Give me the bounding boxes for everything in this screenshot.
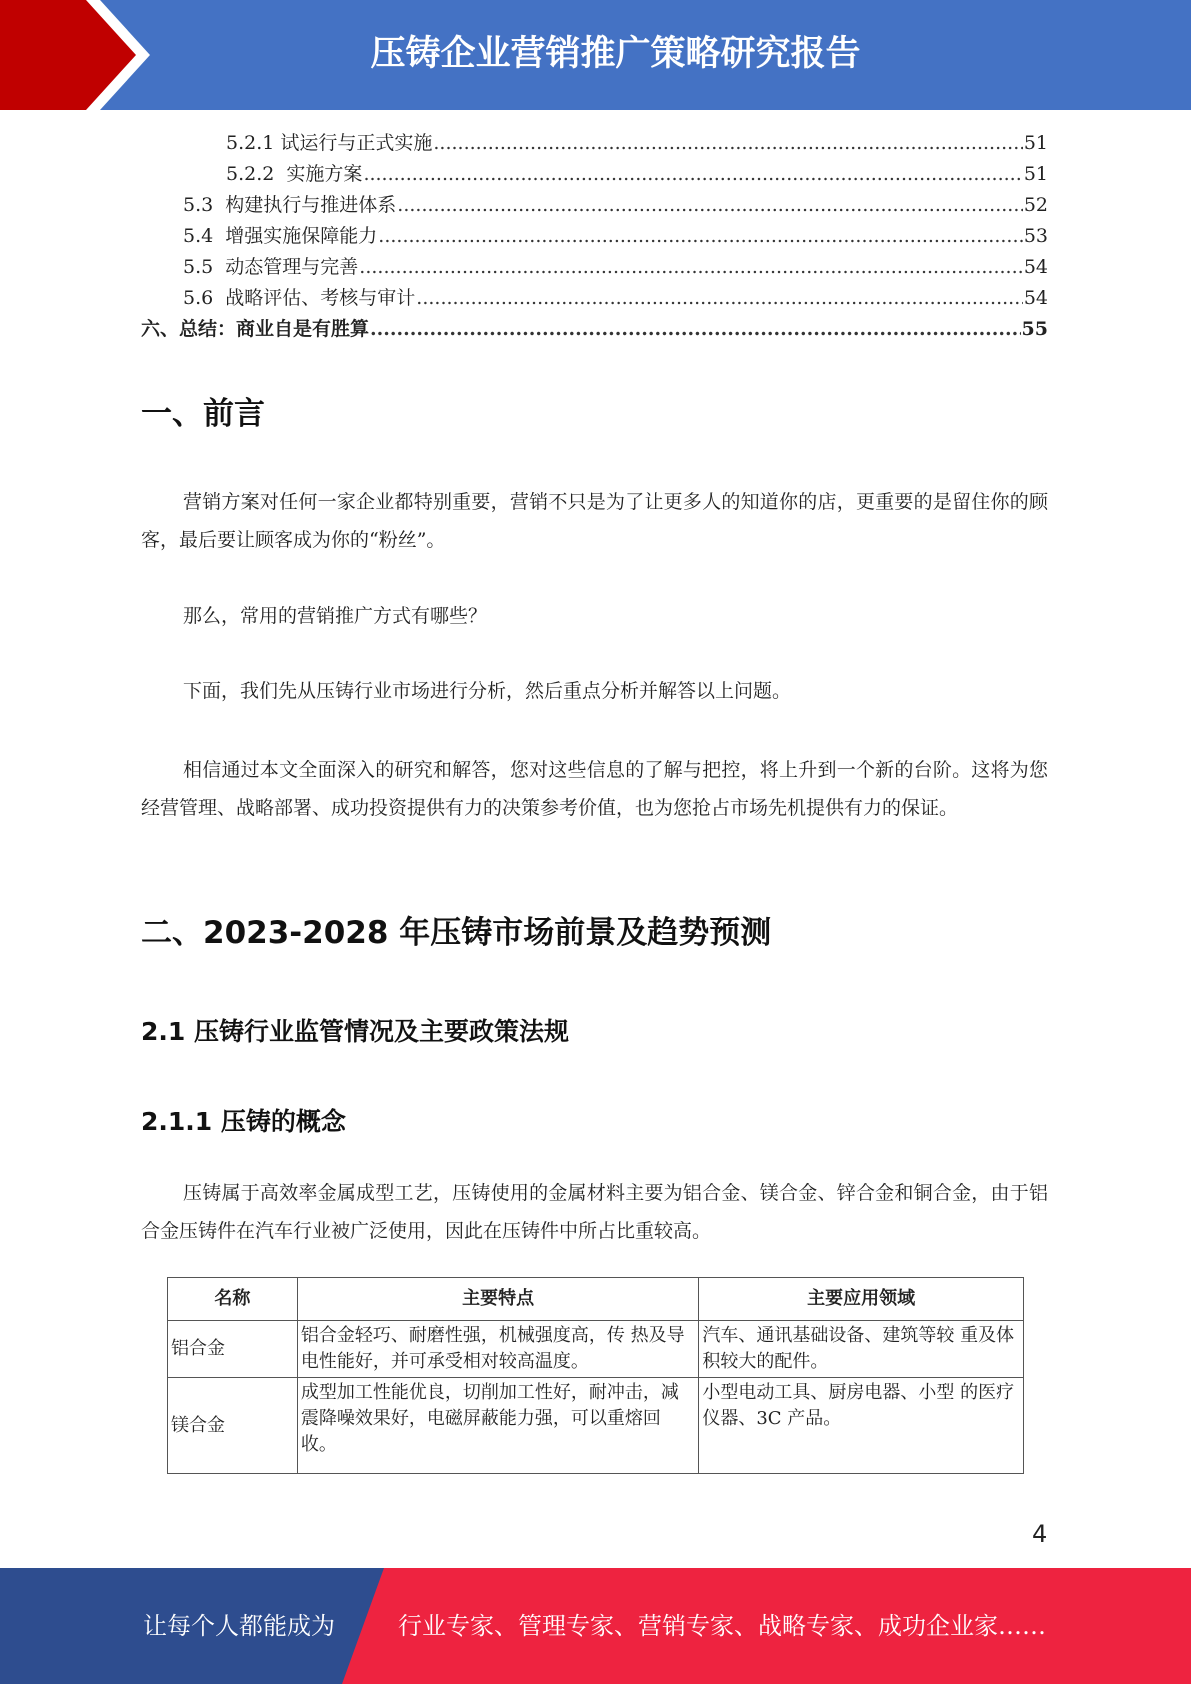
toc-entry-label: 5.3 构建执行与推进体系 [183,194,397,216]
toc-entry-page: 51 [1023,163,1048,185]
subsection-heading: 2.1 压铸行业监管情况及主要政策法规 [141,1017,569,1046]
column-header: 主要特点 [297,1278,699,1321]
paragraph: 营销方案对任何一家企业都特别重要，营销不只是为了让更多人的知道你的店，更重要的是留住你的顾客，最后要让顾客成为你的“粉丝”。 [141,491,1048,551]
toc-entry-page: 51 [1023,132,1048,154]
toc-entry-page: 53 [1023,225,1048,247]
toc-leader-dots [416,287,1023,309]
toc-entry[interactable] [141,159,1048,190]
paragraph: 下面，我们先从压铸行业市场进行分析，然后重点分析并解答以上问题。 [183,680,792,702]
toc-entry[interactable] [141,190,1048,221]
table-header-row [168,1278,1024,1321]
toc-leader-dots [370,318,1021,340]
toc-entry-label: 5.6 战略评估、考核与审计 [183,287,416,309]
alloy-table [167,1277,1024,1474]
section-heading-forecast: 二、2023-2028 年压铸市场前景及趋势预测 [141,915,772,951]
toc-entry-page: 52 [1023,194,1048,216]
toc-entry[interactable] [141,221,1048,252]
toc-leader-dots [359,256,1023,278]
table-cell-uses: 汽车、通讯基础设备、建筑等较 重及体积较大的配件。 [699,1321,1024,1378]
toc-entry-label: 5.5 动态管理与完善 [183,256,359,278]
footer-slogan-right: 行业专家、管理专家、营销专家、战略专家、成功企业家…… [398,1612,1046,1640]
toc-leader-dots [433,132,1022,154]
toc-entry[interactable] [141,283,1048,314]
toc-entry[interactable] [141,252,1048,283]
paragraph: 压铸属于高效率金属成型工艺，压铸使用的金属材料主要为铝合金、镁合金、锌合金和铜合金，由于铝合金压铸件在汽车行业被广泛使用，因此在压铸件中所占比重较高。 [141,1182,1048,1242]
page-number: 4 [1032,1520,1048,1548]
toc-leader-dots [378,225,1023,247]
table-row [168,1378,1024,1474]
footer-slogan-left: 让每个人都能成为 [143,1612,335,1640]
toc-leader-dots [363,163,1022,185]
paragraph: 那么，常用的营销推广方式有哪些？ [183,605,488,627]
table-of-contents [141,128,1048,345]
toc-leader-dots [397,194,1023,216]
toc-entry-page: 54 [1023,287,1048,309]
toc-entry-label: 5.2.1 试运行与正式实施 [226,132,433,154]
toc-entry-label: 六、总结：商业自是有胜算 [141,318,370,340]
column-header: 主要应用领域 [699,1278,1024,1321]
toc-entry-label: 5.2.2 实施方案 [226,163,363,185]
page-header [0,0,1191,110]
column-header: 名称 [168,1278,298,1321]
toc-entry-page: 54 [1023,256,1048,278]
toc-entry[interactable] [141,314,1048,345]
toc-entry-label: 5.4 增强实施保障能力 [183,225,378,247]
table-row [168,1321,1024,1378]
toc-entry-page: 55 [1021,318,1048,340]
page-footer [0,1568,1191,1684]
table-cell-features: 成型加工性能优良，切削加工性好，耐冲击，减震降噪效果好，电磁屏蔽能力强，可以重熔回收。 [297,1378,699,1474]
paragraph: 相信通过本文全面深入的研究和解答，您对这些信息的了解与把控，将上升到一个新的台阶。这将为您经营管理、战略部署、成功投资提供有力的决策参考价值，也为您抢占市场先机提供有力的保证。 [141,759,1048,819]
toc-entry[interactable] [141,128,1048,159]
subsection-heading: 2.1.1 压铸的概念 [141,1107,346,1136]
report-title: 压铸企业营销推广策略研究报告 [370,34,861,74]
table-cell-uses: 小型电动工具、厨房电器、小型 的医疗仪器、3C 产品。 [699,1378,1024,1474]
table-cell-features: 铝合金轻巧、耐磨性强，机械强度高，传 热及导电性能好，并可承受相对较高温度。 [297,1321,699,1378]
section-heading-preface: 一、前言 [141,396,265,432]
table-cell-name: 铝合金 [168,1321,298,1378]
table-cell-name: 镁合金 [168,1378,298,1474]
